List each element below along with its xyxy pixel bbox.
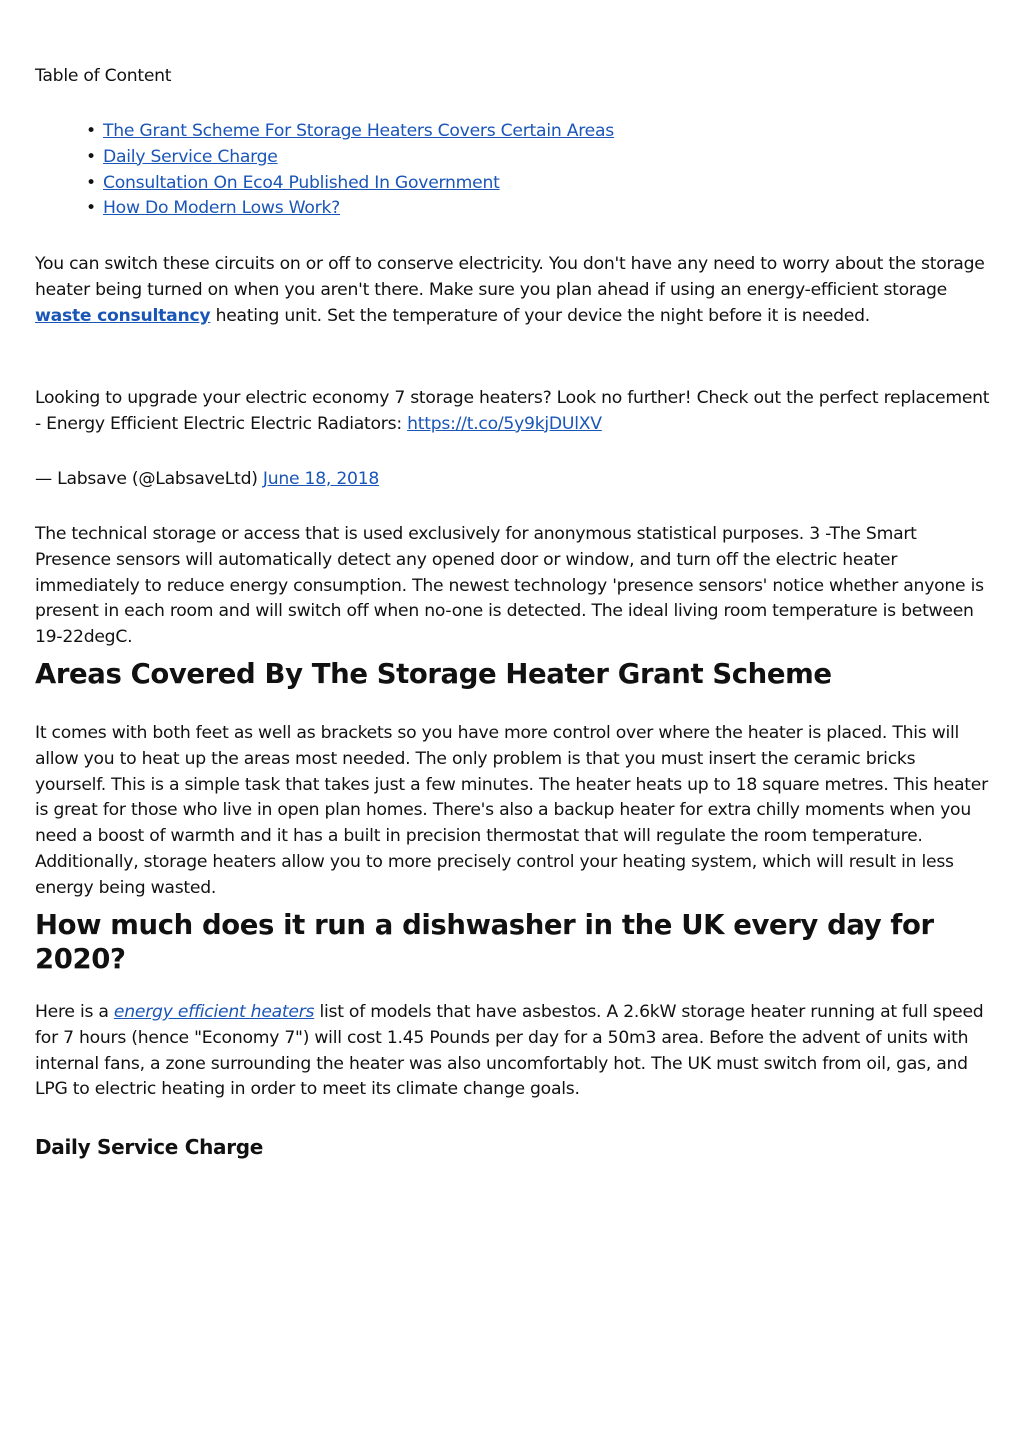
heading-daily-service-charge: Daily Service Charge <box>35 1135 264 1159</box>
tweet-author: — Labsave (@LabsaveLtd) <box>35 469 263 489</box>
bullet-icon: • <box>86 121 96 141</box>
toc-item <box>86 171 614 197</box>
paragraph-text: heating unit. Set the temperature of your device the night before it is needed. <box>210 305 870 326</box>
paragraph-text: You can switch these circuits on or off to conserve electricity. You don't have any need to worry about the storage heater being turned on when you aren't there. Make sure you plan ahead if using an energy-efficient storage <box>35 254 985 300</box>
tweet-url-link[interactable]: https://t.co/5y9kjDUlXV <box>407 413 602 434</box>
bullet-icon: • <box>86 146 96 167</box>
paragraph-circuits <box>35 252 991 329</box>
toc-link-consultation-eco4[interactable]: Consultation On Eco4 Published In Government <box>103 172 500 193</box>
toc-item <box>86 119 614 145</box>
energy-efficient-heaters-link[interactable]: energy efficient heaters <box>113 1002 315 1022</box>
bullet-icon: • <box>86 198 96 219</box>
toc-link-modern-lows[interactable]: How Do Modern Lows Work? <box>103 198 341 219</box>
toc-item <box>86 145 614 171</box>
tweet-attribution <box>35 467 379 493</box>
heading-areas-covered: Areas Covered By The Storage Heater Grant Scheme <box>35 658 832 690</box>
toc-link-grant-scheme[interactable]: The Grant Scheme For Storage Heaters Covers Certain Areas <box>103 121 614 141</box>
tweet-date-link[interactable]: June 18, 2018 <box>262 469 380 489</box>
paragraph-asbestos <box>35 1000 991 1103</box>
tweet-text: Looking to upgrade your electric economy 7 storage heaters? Look no further! Check out the perfect replacement - Energy Efficient Electric Electric Radiators: <box>35 388 990 434</box>
paragraph-presence-sensors: The technical storage or access that is used exclusively for anonymous statistical purposes. 3 -The Smart Presence sensors will automatically detect any opened door or window, and turn off the electric heater immediately to reduce energy consumption. The newest technology 'presence sensors' notice whether anyone is present in each room and will switch off when no-one is detected. The ideal living room temperature is between 19-22degC. <box>35 524 984 648</box>
tweet-quote <box>35 386 991 438</box>
bullet-icon: • <box>86 172 96 193</box>
paragraph-heater-features: It comes with both feet as well as brackets so you have more control over where the heater is placed. This will allow you to heat up the areas most needed. The only problem is that you must insert the ceramic bricks yourself. This is a simple task that takes just a few minutes. The heater heats up to 18 square metres. This heater is great for those who live in open plan homes. There's also a backup heater for extra chilly moments when you need a boost of warmth and it has a built in precision thermostat that will regulate the room temperature. Additionally, storage heaters allow you to more precisely control your heating system, which will result in less energy being wasted. <box>35 723 988 898</box>
toc-item <box>86 196 614 222</box>
waste-consultancy-link[interactable]: waste consultancy <box>35 305 211 326</box>
toc-link-daily-service-charge[interactable]: Daily Service Charge <box>103 146 278 167</box>
paragraph-text: Here is a <box>35 1002 114 1022</box>
paragraph-text: list of models that have asbestos. A 2.6kW storage heater running at full speed for 7 hours (hence "Economy 7") will cost 1.45 Pounds per day for a 50m3 area. Before the advent of units with internal fans, a zone surrounding the heater was also uncomfortably hot. The UK must switch from oil, gas, and LPG to electric heating in order to meet its climate change goals. <box>35 1002 984 1100</box>
table-of-contents <box>86 119 614 222</box>
toc-title: Table of Content <box>35 66 172 86</box>
heading-dishwasher-cost: How much does it run a dishwasher in the UK every day for 2020? <box>35 909 934 975</box>
